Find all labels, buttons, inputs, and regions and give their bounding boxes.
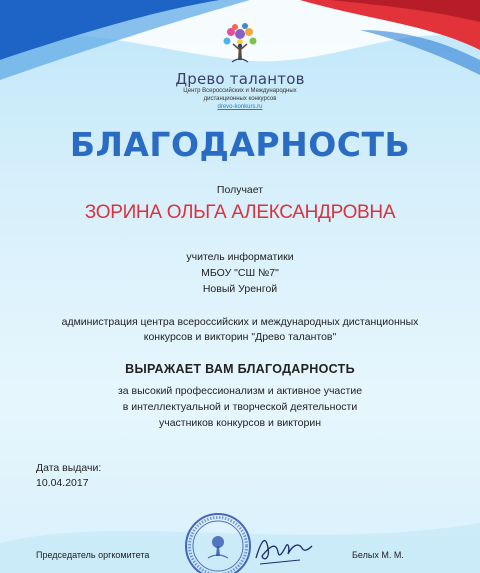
recipient-organization: МБОУ "СШ №7" bbox=[201, 267, 279, 279]
logo-subtitle-2: дистанционных конкурсов bbox=[203, 95, 277, 102]
reason-line-1: за высокий профессионализм и активное участие bbox=[117, 385, 363, 397]
signature bbox=[252, 528, 314, 568]
recipient-info bbox=[0, 249, 480, 297]
logo bbox=[0, 22, 480, 111]
signer-role: Председатель оргкомитета bbox=[36, 550, 150, 560]
issue-date-value: 10.04.2017 bbox=[36, 477, 89, 489]
seal-stamp bbox=[184, 512, 252, 573]
certificate-heading: БЛАГОДАРНОСТЬ bbox=[69, 125, 411, 164]
logo-title: Древо талантов bbox=[175, 70, 305, 88]
reason-text bbox=[0, 383, 480, 431]
recipient-name: ЗОРИНА ОЛЬГА АЛЕКСАНДРОВНА bbox=[84, 202, 396, 223]
reason-line-3: участников конкурсов и викторин bbox=[158, 417, 322, 429]
tree-icon bbox=[217, 22, 263, 68]
recipient-city: Новый Уренгой bbox=[202, 283, 278, 295]
reason-line-2: в интеллектуальной и творческой деятельности bbox=[122, 401, 358, 413]
issuer-text bbox=[0, 315, 480, 345]
logo-link[interactable]: drevo-konkurs.ru bbox=[217, 104, 263, 110]
receives-label: Получает bbox=[216, 184, 264, 196]
signer-name: Белых М. М. bbox=[352, 550, 404, 560]
thanks-title: ВЫРАЖАЕТ ВАМ БЛАГОДАРНОСТЬ bbox=[125, 362, 355, 376]
issue-date-label: Дата выдачи: bbox=[36, 462, 102, 474]
logo-subtitle-1: Центр Всероссийских и Международных bbox=[183, 88, 297, 94]
issuer-line-1: администрация центра всероссийских и международных дистанционных bbox=[61, 316, 419, 328]
issuer-line-2: конкурсов и викторин "Древо талантов" bbox=[143, 331, 337, 343]
issue-date-block bbox=[36, 461, 101, 491]
recipient-position: учитель информатики bbox=[186, 251, 294, 263]
